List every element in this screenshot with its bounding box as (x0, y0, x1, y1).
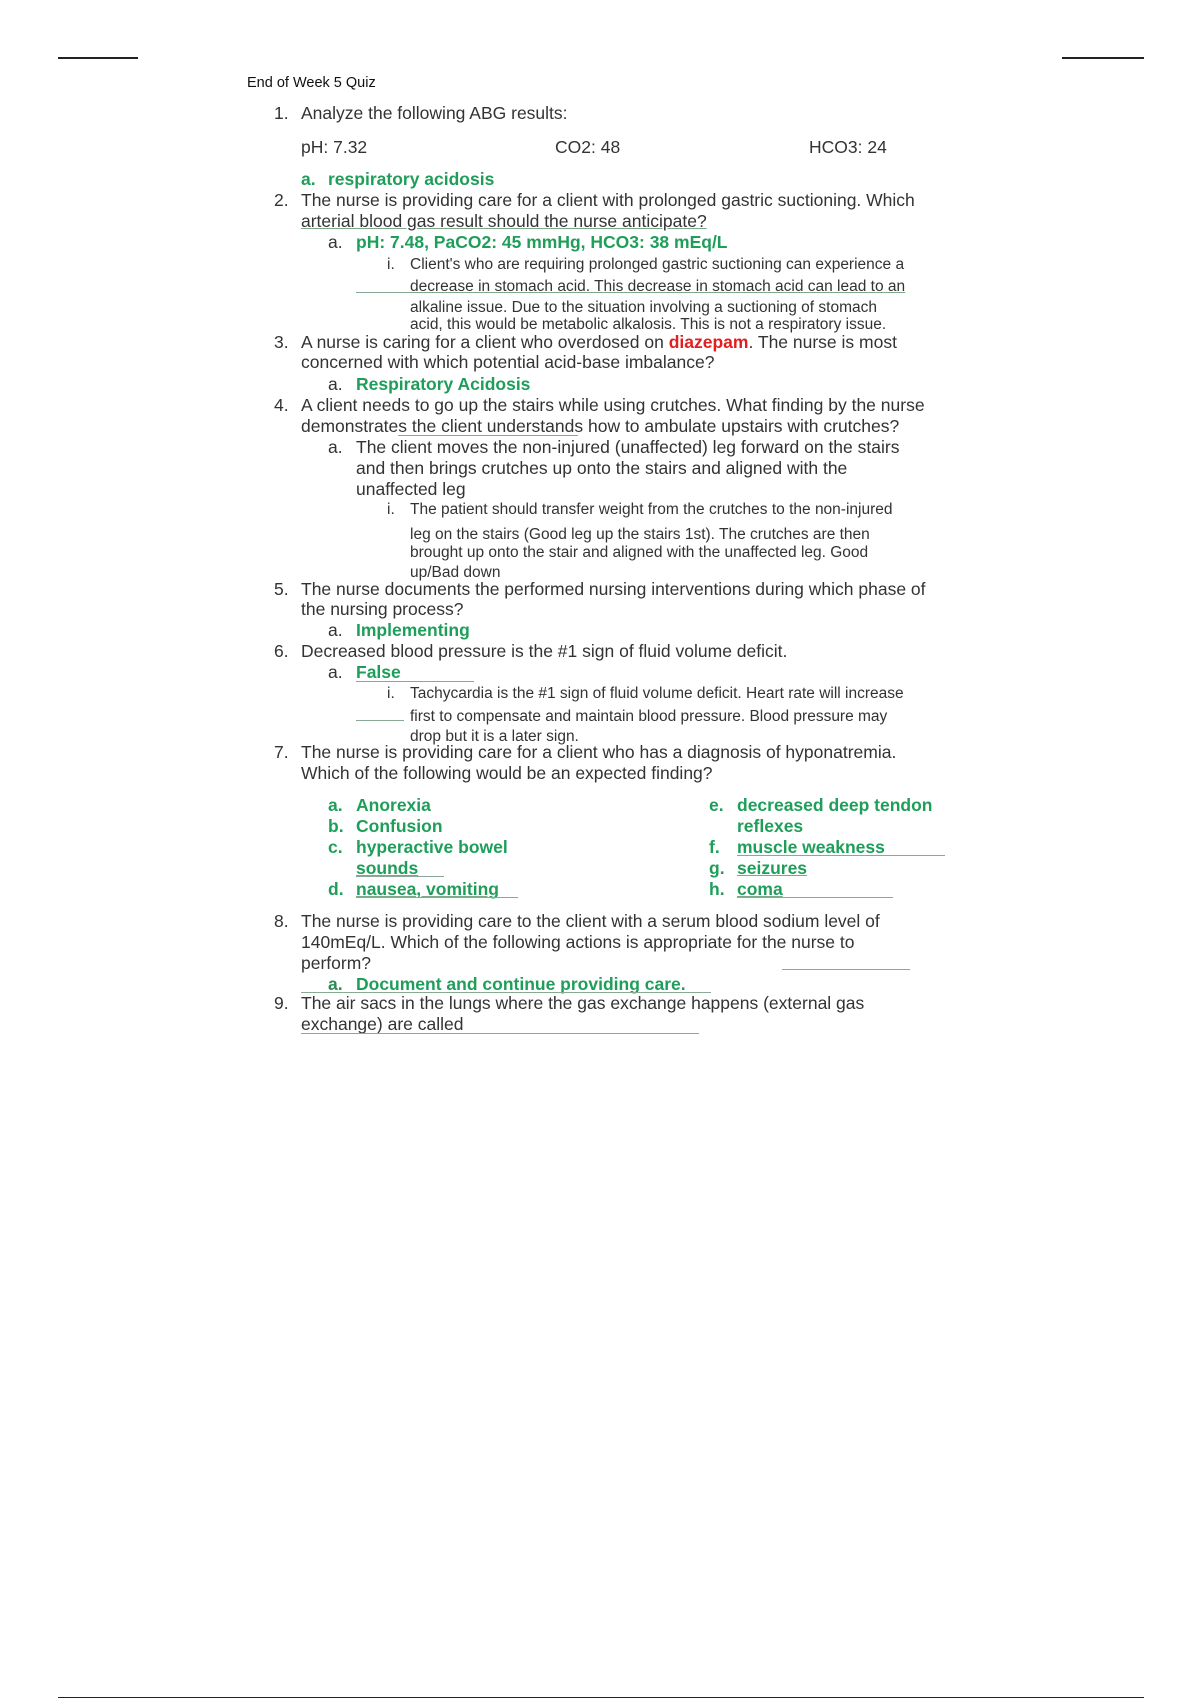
q8-answer-letter: a. (328, 974, 343, 994)
q6-rationale-line1: Tachycardia is the #1 sign of fluid volume deficit. Heart rate will increase (410, 685, 904, 702)
q3-answer: Respiratory Acidosis (356, 374, 531, 394)
q7-option-c-rule (356, 876, 444, 877)
q5-answer-letter: a. (328, 620, 343, 640)
q4-rationale-number: i. (387, 501, 395, 518)
q9-line2: exchange) are called (301, 1014, 464, 1034)
q2-number: 2. (274, 190, 289, 210)
q4-line1: A client needs to go up the stairs while using crutches. What finding by the nurse (301, 395, 925, 415)
q4-answer-line3: unaffected leg (356, 479, 466, 499)
q1-text: Analyze the following ABG results: (301, 103, 568, 123)
q6-number: 6. (274, 641, 289, 661)
q1-ph: pH: 7.32 (301, 137, 368, 157)
footer-rule (58, 1697, 1144, 1698)
q4-answer-letter: a. (328, 437, 343, 457)
q7-option-a: Anorexia (356, 795, 431, 815)
q7-option-h-letter: h. (709, 879, 725, 899)
q1-answer: respiratory acidosis (328, 169, 495, 189)
q2-answer: pH: 7.48, PaCO2: 45 mmHg, HCO3: 38 mEq/L (356, 232, 728, 252)
q5-line2: the nursing process? (301, 599, 464, 619)
q2-line1: The nurse is providing care for a client with prolonged gastric suctioning. Which (301, 190, 915, 210)
q7-option-d-letter: d. (328, 879, 344, 899)
q7-option-b: Confusion (356, 816, 443, 836)
q2-line2: arterial blood gas result should the nurse anticipate? (301, 211, 707, 231)
q2-rationale-number: i. (387, 256, 395, 273)
q8-number: 8. (274, 911, 289, 931)
q3-answer-letter: a. (328, 374, 343, 394)
q7-option-h: coma (737, 879, 783, 899)
q7-option-c: hyperactive bowel (356, 837, 508, 857)
q7-option-b-letter: b. (328, 816, 344, 836)
q3-line1 (301, 334, 897, 352)
q3-line1-pre: A nurse is caring for a client who overdosed on (301, 332, 669, 352)
q4-answer-line1: The client moves the non-injured (unaffected) leg forward on the stairs (356, 437, 900, 457)
q7-option-a-letter: a. (328, 795, 343, 815)
q1-number: 1. (274, 103, 289, 123)
q4-rationale-line3: brought up onto the stair and aligned with the unaffected leg. Good (410, 544, 869, 561)
page-title: End of Week 5 Quiz (247, 75, 376, 91)
q8-answer: Document and continue providing care. (356, 974, 686, 994)
q8-line1: The nurse is providing care to the client with a serum blood sodium level of (301, 911, 880, 931)
q7-option-h-rule (737, 897, 893, 898)
q3-number: 3. (274, 332, 289, 352)
q7-line2: Which of the following would be an expected finding? (301, 763, 713, 783)
q8-line3: perform? (301, 953, 372, 973)
q7-option-d-rule (356, 897, 518, 898)
q2-rationale-rule (356, 292, 410, 293)
q5-line1: The nurse documents the performed nursing interventions during which phase of (301, 579, 926, 599)
q4-number: 4. (274, 395, 289, 415)
q4-rationale-line4: up/Bad down (410, 564, 501, 581)
q6-answer-rule (356, 681, 474, 682)
q2-rationale-line2: decrease in stomach acid. This decrease in stomach acid can lead to an (410, 278, 906, 295)
q7-option-g-letter: g. (709, 858, 725, 878)
q3-line1-post: . The nurse is most (748, 332, 897, 352)
q7-option-f-letter: f. (709, 837, 720, 857)
q5-number: 5. (274, 579, 289, 599)
q1-hco3: HCO3: 24 (809, 137, 887, 157)
header-rule-right (1062, 57, 1144, 59)
q4-answer-line2: and then brings crutches up onto the stairs and aligned with the (356, 458, 848, 478)
q6-rationale-line2: first to compensate and maintain blood pressure. Blood pressure may (410, 708, 888, 725)
q4-rationale-line1: The patient should transfer weight from the crutches to the non-injured (410, 501, 893, 518)
q6-rationale-number: i. (387, 685, 395, 702)
q4-line2: demonstrates the client understands how to ambulate upstairs with crutches? (301, 416, 900, 436)
q7-option-c-letter: c. (328, 837, 343, 857)
q3-line2: concerned with which potential acid-base imbalance? (301, 352, 715, 372)
q7-option-c-cont: sounds (356, 858, 419, 878)
q3-drug: diazepam (668, 332, 749, 352)
q8-line2: 140mEq/L. Which of the following actions is appropriate for the nurse to (301, 932, 855, 952)
q1-answer-letter: a. (301, 169, 316, 189)
q7-line1: The nurse is providing care for a client who has a diagnosis of hyponatremia. (301, 742, 897, 762)
q6-answer: False (356, 662, 401, 682)
q8-blank-rule (782, 969, 910, 970)
q7-option-g: seizures (737, 858, 808, 878)
q9-blank-rule (301, 1033, 699, 1034)
q7-option-f: muscle weakness (737, 837, 885, 857)
q2-rationale-line4: acid, this would be metabolic alkalosis. This is not a respiratory issue. (410, 316, 887, 333)
q5-answer: Implementing (356, 620, 470, 640)
q2-rationale-line1: Client's who are requiring prolonged gastric suctioning can experience a (410, 256, 905, 273)
q9-number: 9. (274, 993, 289, 1013)
q2-answer-letter: a. (328, 232, 343, 252)
q6-line1: Decreased blood pressure is the #1 sign of fluid volume deficit. (301, 641, 788, 661)
q7-option-e-cont: reflexes (737, 816, 804, 836)
q4-rationale-line2: leg on the stairs (Good leg up the stairs 1st). The crutches are then (410, 526, 870, 543)
q7-option-e-letter: e. (709, 795, 724, 815)
q6-rationale-rule (356, 720, 404, 721)
q4-line2-rule (398, 435, 578, 436)
header-rule-left (58, 57, 138, 59)
q2-rationale-line3: alkaline issue. Due to the situation involving a suctioning of stomach (410, 299, 877, 316)
q6-rationale-line3: drop but it is a later sign. (410, 728, 579, 745)
q7-option-d: nausea, vomiting (356, 879, 499, 899)
q7-number: 7. (274, 742, 289, 762)
q9-line1: The air sacs in the lungs where the gas exchange happens (external gas (301, 993, 865, 1013)
q7-option-f-rule (737, 855, 945, 856)
q6-answer-letter: a. (328, 662, 343, 682)
q7-option-e: decreased deep tendon (737, 795, 933, 815)
q1-co2: CO2: 48 (555, 137, 621, 157)
